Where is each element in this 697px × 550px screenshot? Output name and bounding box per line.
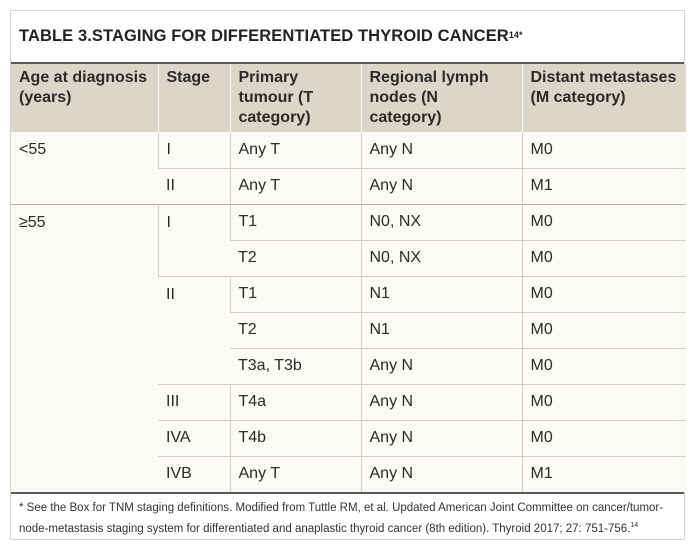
m-cell: M0 (522, 312, 686, 348)
header-lymph-nodes: Regional lymph nodes (N category) (361, 64, 522, 132)
n-cell: N1 (361, 312, 522, 348)
header-distant-metastases: Distant metastases (M category) (522, 64, 686, 132)
t-cell: T4b (230, 420, 361, 456)
table-footnote (11, 492, 684, 538)
t-cell: T2 (230, 240, 361, 276)
n-cell: N1 (361, 276, 522, 312)
header-stage: Stage (158, 64, 230, 132)
m-cell: M1 (522, 456, 686, 492)
m-cell: M0 (522, 240, 686, 276)
n-cell: N0, NX (361, 240, 522, 276)
stage-cell: I (158, 132, 230, 168)
footnote-text: * See the Box for TNM staging definitions. Modified from Tuttle RM, et al. Updated American Joint Committee on cancer/tumor-node-metastasis staging system for differentiated and anaplastic thyroid cancer (8th edition). Thyroid 2017; 27: 751-756. (19, 502, 664, 535)
m-cell: M0 (522, 132, 686, 168)
footnote-reference: 14 (630, 522, 639, 529)
age-cell: ≥55 (11, 204, 158, 492)
m-cell: M1 (522, 168, 686, 204)
m-cell: M0 (522, 384, 686, 420)
t-cell: T1 (230, 276, 361, 312)
t-cell: T3a, T3b (230, 348, 361, 384)
stage-cell: IVA (158, 420, 230, 456)
staging-table (11, 64, 686, 492)
t-cell: Any T (230, 168, 361, 204)
m-cell: M0 (522, 204, 686, 240)
n-cell: N0, NX (361, 204, 522, 240)
n-cell: Any N (361, 384, 522, 420)
t-cell: Any T (230, 132, 361, 168)
header-row (11, 64, 686, 132)
t-cell: T2 (230, 312, 361, 348)
stage-cell: III (158, 384, 230, 420)
m-cell: M0 (522, 276, 686, 312)
age-cell: <55 (11, 132, 158, 204)
m-cell: M0 (522, 348, 686, 384)
n-cell: Any N (361, 420, 522, 456)
header-age: Age at diagnosis (years) (11, 64, 158, 132)
table-title (11, 11, 684, 64)
stage-cell: II (158, 276, 230, 384)
stage-cell: I (158, 204, 230, 276)
n-cell: Any N (361, 132, 522, 168)
header-primary-tumour: Primary tumour (T category) (230, 64, 361, 132)
n-cell: Any N (361, 348, 522, 384)
stage-cell: IVB (158, 456, 230, 492)
m-cell: M0 (522, 420, 686, 456)
table-row (11, 132, 686, 168)
table-title-text: STAGING FOR DIFFERENTIATED THYROID CANCER (91, 27, 509, 45)
table-number: TABLE 3. (19, 27, 92, 45)
n-cell: Any N (361, 168, 522, 204)
t-cell: T1 (230, 204, 361, 240)
t-cell: Any T (230, 456, 361, 492)
title-reference: 14* (508, 29, 523, 40)
table-frame (10, 10, 685, 540)
table-row (11, 204, 686, 240)
stage-cell: II (158, 168, 230, 204)
t-cell: T4a (230, 384, 361, 420)
n-cell: Any N (361, 456, 522, 492)
